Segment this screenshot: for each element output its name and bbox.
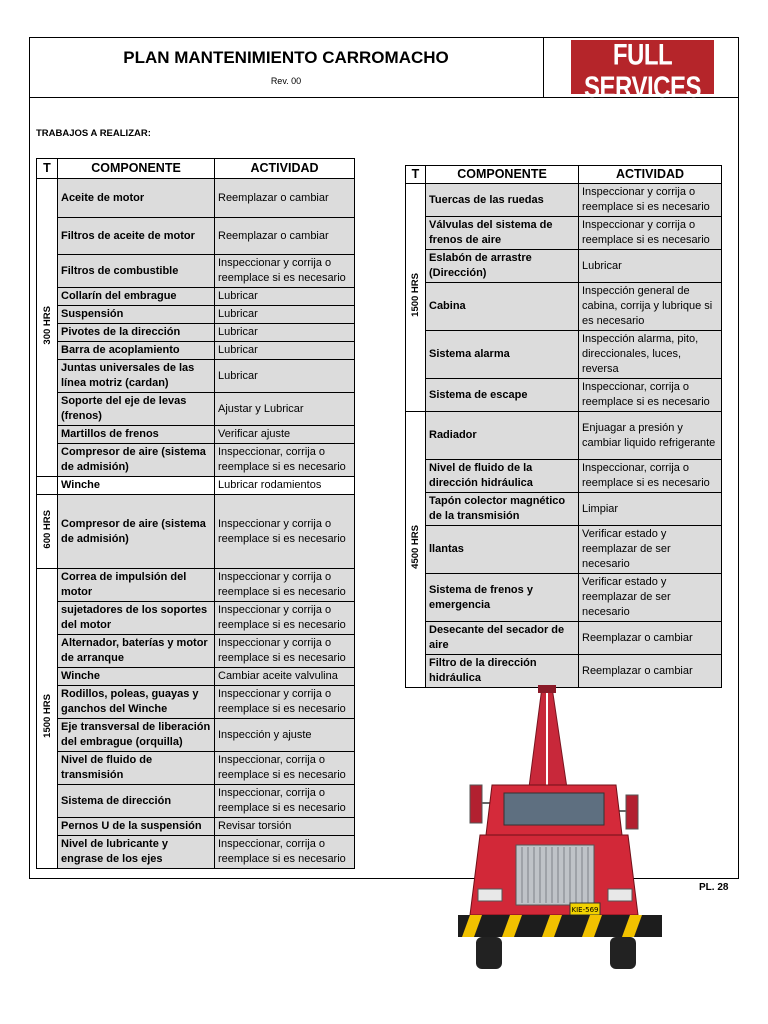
table-row [37, 635, 355, 668]
component-cell: Eje transversal de liberación del embrague (orquilla) [58, 719, 215, 752]
activity-cell: Lubricar [215, 342, 355, 360]
activity-cell: Lubricar [215, 288, 355, 306]
table-row [406, 526, 722, 574]
table-row [37, 752, 355, 785]
activity-cell: Inspeccionar, corrija o reemplace si es necesario [579, 460, 722, 493]
section-label: TRABAJOS A REALIZAR: [36, 128, 151, 139]
activity-cell: Enjuagar a presión y cambiar liquido refrigerante [579, 412, 722, 460]
license-plate: KIE-569 [571, 906, 599, 914]
col-header-t: T [406, 166, 426, 184]
component-cell: Desecante del secador de aire [426, 622, 579, 655]
activity-cell: Inspeccionar, corrija o reemplace si es necesario [215, 836, 355, 869]
component-cell: Filtros de aceite de motor [58, 218, 215, 255]
component-cell: Juntas universales de las línea motriz (cardan) [58, 360, 215, 393]
activity-cell: Reemplazar o cambiar [215, 218, 355, 255]
table-row [37, 324, 355, 342]
col-header-t: T [37, 159, 58, 179]
component-cell: Nivel de fluido de la dirección hidráulica [426, 460, 579, 493]
table-row [37, 785, 355, 818]
tow-truck-image [430, 685, 665, 975]
table-row [406, 622, 722, 655]
interval-cell [406, 184, 426, 412]
table-row [37, 288, 355, 306]
component-cell: Filtro de la dirección hidráulica [426, 655, 579, 688]
table-row [37, 255, 355, 288]
activity-cell: Inspeccionar y corrija o reemplace si es necesario [215, 602, 355, 635]
table-row [406, 655, 722, 688]
table-row [406, 283, 722, 331]
revision-label: Rev. 00 [270, 76, 302, 86]
component-cell: Winche [58, 477, 215, 495]
col-header-activity: ACTIVIDAD [215, 159, 355, 179]
component-cell: Collarín del embrague [58, 288, 215, 306]
interval-label: 300 HRS [41, 305, 53, 345]
component-cell: Alternador, baterías y motor de arranque [58, 635, 215, 668]
interval-cell [37, 495, 58, 569]
table-row [406, 412, 722, 460]
activity-cell: Reemplazar o cambiar [579, 622, 722, 655]
table-row [37, 306, 355, 324]
table-row [37, 218, 355, 255]
activity-cell: Inspeccionar, corrija o reemplace si es necesario [579, 379, 722, 412]
component-cell: llantas [426, 526, 579, 574]
activity-cell: Ajustar y Lubricar [215, 393, 355, 426]
component-cell: Cabina [426, 283, 579, 331]
table-row [37, 477, 355, 495]
activity-cell: Inspeccionar y corrija o reemplace si es necesario [579, 217, 722, 250]
interval-label: 1500 HRS [41, 694, 53, 738]
table-row [37, 668, 355, 686]
table-row [406, 460, 722, 493]
table-row [37, 179, 355, 218]
component-cell: Pernos U de la suspensión [58, 818, 215, 836]
interval-cell [406, 412, 426, 688]
table-row [37, 393, 355, 426]
interval-label: 1500 HRS [410, 273, 421, 317]
col-header-component: COMPONENTE [58, 159, 215, 179]
table-row [37, 495, 355, 569]
logo-brand: FULL SERVICES [584, 38, 701, 105]
company-logo [571, 38, 714, 124]
component-cell: Filtros de combustible [58, 255, 215, 288]
activity-cell: Revisar torsión [215, 818, 355, 836]
page-number: PL. 28 [699, 882, 729, 893]
activity-cell: Inspeccionar, corrija o reemplace si es necesario [215, 785, 355, 818]
activity-cell: Verificar estado y reemplazar de ser necesario [579, 526, 722, 574]
maintenance-table-right [405, 165, 722, 688]
activity-cell: Reemplazar o cambiar [215, 179, 355, 218]
header-column-divider [543, 37, 544, 98]
activity-cell: Reemplazar o cambiar [579, 655, 722, 688]
activity-cell: Inspeccionar, corrija o reemplace si es necesario [215, 444, 355, 477]
col-header-activity: ACTIVIDAD [579, 166, 722, 184]
table-row [406, 379, 722, 412]
table-row [37, 360, 355, 393]
activity-cell: Inspeccionar y corrija o reemplace si es necesario [215, 495, 355, 569]
component-cell: Martillos de frenos [58, 426, 215, 444]
table-row [37, 569, 355, 602]
table-row [37, 719, 355, 752]
component-cell: Válvulas del sistema de frenos de aire [426, 217, 579, 250]
component-cell: Pivotes de la dirección [58, 324, 215, 342]
activity-cell: Verificar ajuste [215, 426, 355, 444]
activity-cell: Cambiar aceite valvulina [215, 668, 355, 686]
table-row [406, 574, 722, 622]
activity-cell: Verificar estado y reemplazar de ser necesario [579, 574, 722, 622]
component-cell: Tapón colector magnético de la transmisión [426, 493, 579, 526]
table-row [37, 426, 355, 444]
interval-label: 600 HRS [41, 509, 53, 549]
table-row [406, 331, 722, 379]
activity-cell: Inspección y ajuste [215, 719, 355, 752]
component-cell: Sistema de escape [426, 379, 579, 412]
component-cell: Sistema de dirección [58, 785, 215, 818]
col-header-component: COMPONENTE [426, 166, 579, 184]
activity-cell: Lubricar [215, 324, 355, 342]
logo-tagline: Petróleos - Ingeniería - Servicios [591, 102, 694, 124]
interval-cell [37, 179, 58, 477]
activity-cell: Inspección general de cabina, corrija y lubrique si es necesario [579, 283, 722, 331]
component-cell: Correa de impulsión del motor [58, 569, 215, 602]
table-row [37, 342, 355, 360]
activity-cell: Inspeccionar y corrija o reemplace si es necesario [215, 686, 355, 719]
maintenance-table-left [36, 158, 355, 869]
activity-cell: Inspeccionar y corrija o reemplace si es necesario [215, 255, 355, 288]
activity-cell: Inspeccionar y corrija o reemplace si es necesario [215, 635, 355, 668]
table-row [37, 686, 355, 719]
component-cell: Suspensión [58, 306, 215, 324]
table-row [406, 250, 722, 283]
interval-label: 4500 HRS [410, 525, 421, 569]
table-row [37, 602, 355, 635]
component-cell: Barra de acoplamiento [58, 342, 215, 360]
component-cell: Nivel de lubricante y engrase de los ejes [58, 836, 215, 869]
component-cell: Nivel de fluido de transmisión [58, 752, 215, 785]
component-cell: Sistema de frenos y emergencia [426, 574, 579, 622]
activity-cell: Inspeccionar, corrija o reemplace si es necesario [215, 752, 355, 785]
component-cell: Tuercas de las ruedas [426, 184, 579, 217]
table-row [37, 444, 355, 477]
component-cell: Aceite de motor [58, 179, 215, 218]
activity-cell: Lubricar [579, 250, 722, 283]
component-cell: Rodillos, poleas, guayas y ganchos del Winche [58, 686, 215, 719]
activity-cell: Limpiar [579, 493, 722, 526]
component-cell: sujetadores de los soportes del motor [58, 602, 215, 635]
component-cell: Eslabón de arrastre (Dirección) [426, 250, 579, 283]
activity-cell: Lubricar [215, 360, 355, 393]
activity-cell: Lubricar rodamientos [215, 477, 355, 495]
component-cell: Winche [58, 668, 215, 686]
table-row [406, 493, 722, 526]
interval-cell [37, 569, 58, 869]
table-row [37, 836, 355, 869]
table-row [406, 184, 722, 217]
component-cell: Sistema alarma [426, 331, 579, 379]
component-cell: Radiador [426, 412, 579, 460]
activity-cell: Inspeccionar y corrija o reemplace si es necesario [579, 184, 722, 217]
table-row [406, 217, 722, 250]
page-title: PLAN MANTENIMIENTO CARROMACHO [123, 48, 449, 67]
table-row [37, 818, 355, 836]
component-cell: Compresor de aire (sistema de admisión) [58, 495, 215, 569]
component-cell: Compresor de aire (sistema de admisión) [58, 444, 215, 477]
interval-cell [37, 477, 58, 495]
component-cell: Soporte del eje de levas (frenos) [58, 393, 215, 426]
activity-cell: Lubricar [215, 306, 355, 324]
activity-cell: Inspección alarma, pito, direccionales, luces, reversa [579, 331, 722, 379]
activity-cell: Inspeccionar y corrija o reemplace si es necesario [215, 569, 355, 602]
